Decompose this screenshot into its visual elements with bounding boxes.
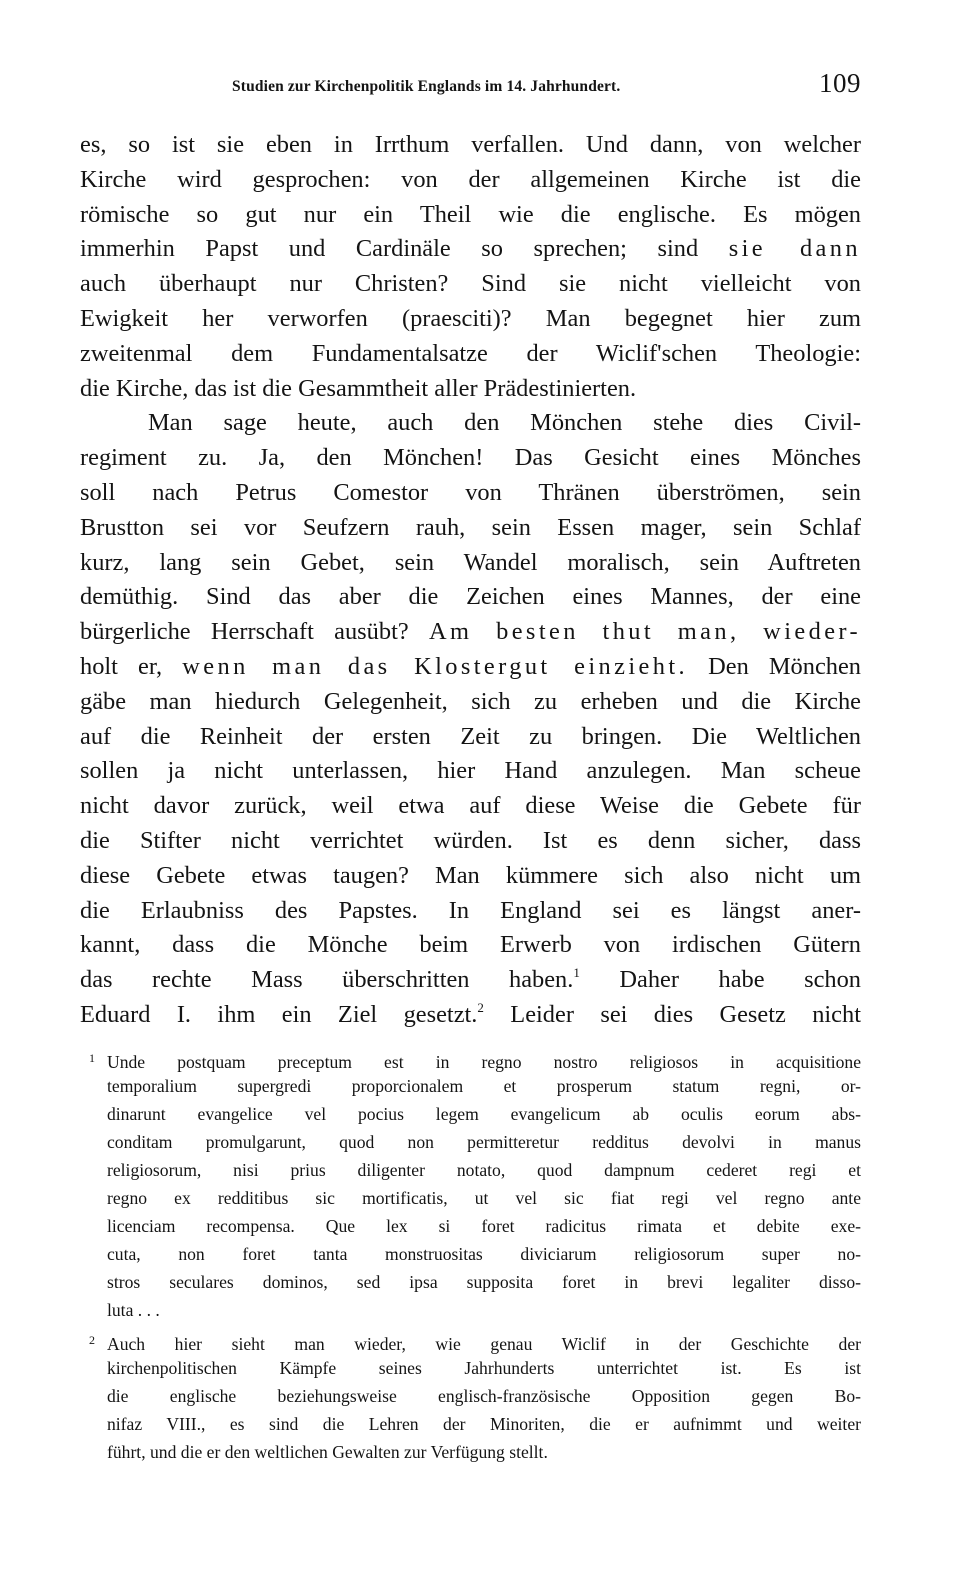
text-line: kannt, dass die Mönche beim Erwerb von irdischen Gütern [80,931,861,959]
text-line: die Erlaubniss des Papstes. In England sei es längst aner- [80,896,861,924]
page-header [232,68,861,102]
spaced-emphasis: Am besten thut man, wieder- [429,618,861,646]
footnote-line: cuta, non foret tanta monstruositas diviciarum religiosorum super no- [107,1244,861,1264]
footnote-reference: 2 [477,999,484,1015]
footnote-line: die englische beziehungsweise englisch-französische Opposition gegen Bo- [107,1386,861,1406]
text-line [80,998,861,1033]
text-line [80,232,861,267]
text-segment: Leider sei dies Gesetz nicht [510,1000,861,1028]
text-line: gäbe man hiedurch Gelegenheit, sich zu erheben und die Kirche [80,687,861,715]
text-line: die Kirche, das ist die Gesammtheit aller Prädestinierten. [80,374,637,402]
text-line: demüthig. Sind das aber die Zeichen eines Mannes, der eine [80,583,861,611]
text-line: auf die Reinheit der ersten Zeit zu bringen. Die Weltlichen [80,722,861,750]
footnote-line [89,1044,861,1072]
footnote-line [89,1326,861,1354]
footnote-text: Unde postquam preceptum est in regno nostro religiosos in acquisitione [107,1052,861,1072]
text-line: die Stifter nicht verrichtet würden. Ist es denn sicher, dass [80,826,861,854]
footnote-line: temporalium supergredi proporcionalem et prosperum statum regni, or- [107,1076,861,1096]
main-text [80,128,861,1033]
footnote-text: Auch hier sieht man wieder, wie genau Wiclif in der Geschichte der [107,1334,861,1354]
text-segment: Daher habe schon [619,966,861,994]
text-segment: das rechte Mass überschritten haben. [80,966,574,994]
footnote-reference: 1 [573,965,580,981]
text-segment: Eduard I. ihm ein Ziel gesetzt. [80,1000,478,1028]
text-line: auch überhaupt nur Christen? Sind sie nicht vielleicht von [80,270,861,298]
spaced-emphasis: sie dann [728,235,861,263]
text-line: diese Gebete etwas taugen? Man kümmere sich also nicht um [80,861,861,889]
text-line: römische so gut nur ein Theil wie die englische. Es mögen [80,200,861,228]
text-line: soll nach Petrus Comestor von Thränen überströmen, sein [80,478,861,506]
footnote-line: licenciam recompensa. Que lex si foret radicitus rimata et debite exe- [107,1216,861,1236]
footnote-line: conditam promulgarunt, quod non permitteretur redditus devolvi in manus [107,1132,861,1152]
footnote-line: stros seculares dominos, sed ipsa supposita foret in brevi legaliter disso- [107,1272,861,1292]
text-segment: holt er, [80,652,163,680]
text-line [80,615,861,650]
text-line [80,963,861,998]
text-line: es, so ist sie eben in Irrthum verfallen. Und dann, von welcher [80,131,861,158]
page-number: 109 [819,68,861,98]
text-line: Brustton sei vor Seufzern rauh, sein Essen mager, sein Schlaf [80,513,861,541]
footnote-line: religiosorum, nisi prius diligenter notato, quod dampnum cederet regi et [107,1160,861,1180]
footnote-line: dinarunt evangelice vel pocius legem evangelicum ab oculis eorum abs- [107,1104,861,1124]
text-segment: bürgerliche Herrschaft ausübt? [80,618,409,646]
text-line: Ewigkeit her verworfen (praesciti)? Man begegnet hier zum [80,304,861,332]
footnote-line: nifaz VIII., es sind die Lehren der Minoriten, die er aufnimmt und weiter [107,1414,861,1434]
text-segment: Den Mönchen [708,652,861,680]
footnote-marker: 2 [89,1333,95,1347]
text-line: Kirche wird gesprochen: von der allgemeinen Kirche ist die [80,165,861,193]
footnotes [89,1044,861,1466]
spaced-emphasis: wenn man das Klostergut einzieht. [182,652,689,680]
text-line: Man sage heute, auch den Mönchen stehe dies Civil- [148,409,861,437]
text-line: kurz, lang sein Gebet, sein Wandel moralisch, sein Auftreten [80,548,861,576]
text-segment: immerhin Papst und Cardinäle so sprechen; sind [80,235,699,263]
running-head: Studien zur Kirchenpolitik Englands im 14. Jahrhundert. [232,78,621,95]
text-line [80,650,861,685]
text-line: zweitenmal dem Fundamentalsatze der Wiclif'schen Theologie: [80,339,861,367]
footnote-line: führt, und die er den weltlichen Gewalten zur Verfügung stellt. [107,1442,548,1462]
footnote-line: regno ex redditibus sic mortificatis, ut vel sic fiat regi vel regno ante [107,1188,861,1208]
footnote-marker: 1 [89,1051,95,1065]
text-line: nicht davor zurück, weil etwa auf diese Weise die Gebete für [80,792,861,820]
footnote-line: kirchenpolitischen Kämpfe seines Jahrhunderts unterrichtet ist. Es ist [107,1358,861,1378]
footnote-line: luta . . . [107,1300,160,1320]
text-line: sollen ja nicht unterlassen, hier Hand anzulegen. Man scheue [80,757,861,785]
text-line: regiment zu. Ja, den Mönchen! Das Gesicht eines Mönches [80,444,861,472]
